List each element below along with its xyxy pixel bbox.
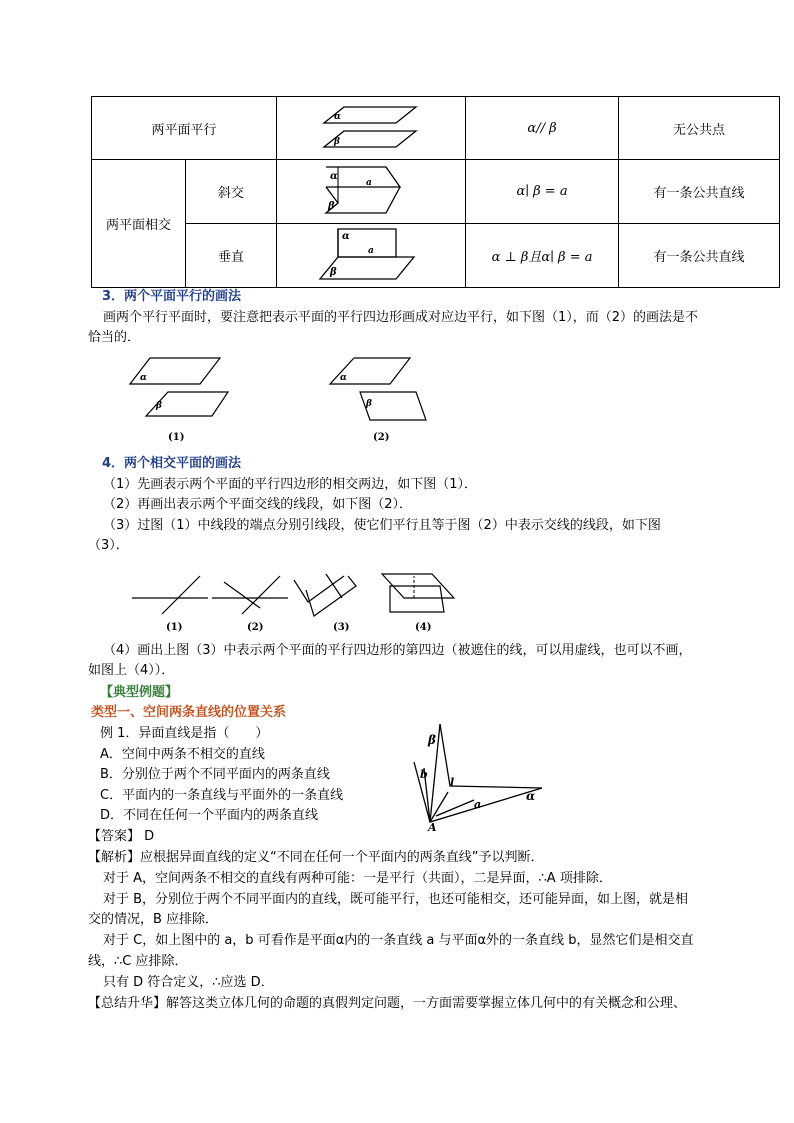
line-a-label: a — [366, 177, 372, 188]
line-b-label: b — [420, 768, 428, 781]
figure-caption: (1) — [166, 622, 183, 633]
analysis-a: 对于 A，空间两条不相交的直线有两种可能：一是平行（共面），二是异面，∴A 项排除． — [103, 871, 612, 886]
alpha-label: α — [330, 170, 338, 182]
figure-caption: (2) — [373, 432, 390, 443]
figure-caption: (2) — [247, 622, 264, 633]
alpha-label: α — [334, 112, 341, 122]
common-perpendicular: 有一条公共直线 — [619, 224, 780, 288]
alpha-label: α — [140, 373, 147, 383]
figure-caption: (1) — [168, 432, 185, 443]
figure-caption: (3) — [333, 622, 350, 633]
math-oblique: α∣ β = a — [466, 160, 619, 224]
section4-step1: （1）先画表示两个平面的平行四边形的相交两边，如下图（1）． — [103, 477, 478, 492]
figure-caption: (4) — [415, 622, 432, 633]
option-c: C．平面内的一条直线与平面外的一条直线 — [100, 788, 344, 803]
math-parallel: α// β — [466, 97, 619, 160]
math-perpendicular: α ⊥ β且α∣ β = a — [466, 224, 619, 288]
section4-step4-cont: 如图上（4））． — [88, 663, 175, 678]
table-row — [92, 160, 780, 224]
common-parallel: 无公共点 — [619, 97, 780, 160]
row-name-parallel: 两平面平行 — [92, 97, 277, 160]
option-a: A．空间中两条不相交的直线 — [100, 747, 265, 762]
analysis-d: 只有 D 符合定义，∴应选 D． — [103, 975, 274, 990]
section4-step2: （2）再画出表示两个平面交线的线段，如下图（2）． — [103, 497, 413, 512]
plane-relation-table — [91, 96, 780, 288]
perpendicular-planes-figure — [316, 225, 426, 283]
figure-cell-parallel — [277, 97, 466, 160]
table-row — [92, 97, 780, 160]
line-l-label: l — [450, 776, 455, 789]
examples-header: 【典型例题】 — [100, 685, 179, 700]
answer: 【答案】 D — [88, 829, 155, 844]
beta-label: β — [328, 200, 335, 212]
row-sub-oblique: 斜交 — [186, 160, 277, 224]
beta-label: β — [156, 401, 162, 411]
line-a-label: a — [474, 798, 482, 811]
row-group-intersect: 两平面相交 — [92, 160, 186, 288]
section4-step3-cont: （3）． — [88, 538, 129, 553]
option-d: D．不同在任何一个平面内的两条直线 — [100, 808, 319, 823]
common-oblique: 有一条公共直线 — [619, 160, 780, 224]
section3-para: 画两个平行平面时，要注意把表示平面的平行四边形画成对应边平行，如下图（1），而（2）的画法是不 — [103, 310, 699, 325]
intersect-drawing-figures — [128, 568, 478, 620]
option-b: B．分别位于两个不同平面内的两条直线 — [100, 767, 330, 782]
figure-cell-perpendicular — [277, 224, 466, 288]
beta-label: β — [366, 399, 372, 409]
analysis: 【解析】应根据异面直线的定义“不同在任何一个平面内的两条直线”予以判断． — [88, 850, 544, 865]
skew-lines-figure — [410, 720, 550, 832]
beta-label: β — [330, 266, 337, 278]
beta-label: β — [428, 733, 436, 747]
row-sub-perpendicular: 垂直 — [186, 224, 277, 288]
summary: 【总结升华】解答这类立体几何的命题的真假判定问题，一方面需要掌握立体几何中的有关概念和公理、 — [88, 996, 687, 1011]
analysis-b-cont: 交的情况，B 应排除． — [88, 912, 219, 927]
type1-title: 类型一、空间两条直线的位置关系 — [91, 705, 287, 720]
example1-question: 例 1．异面直线是指（ ） — [100, 726, 269, 741]
parallel-drawing-figures — [120, 352, 450, 432]
section3-title: 3．两个平面平行的画法 — [102, 289, 242, 304]
alpha-label: α — [342, 230, 350, 242]
alpha-label: α — [340, 373, 347, 383]
section4-step3: （3）过图（1）中线段的端点分别引线段，使它们平行且等于图（2）中表示交线的线段，如下图 — [103, 518, 661, 533]
analysis-c-cont: 线，∴C 应排除． — [88, 954, 188, 969]
figure-cell-oblique — [277, 160, 466, 224]
line-a-label: a — [368, 245, 374, 256]
table-row — [92, 224, 780, 288]
beta-label: β — [334, 137, 340, 147]
section4-title: 4．两个相交平面的画法 — [102, 456, 242, 471]
section3-para-cont: 恰当的． — [88, 330, 141, 345]
point-a-label: A — [428, 821, 437, 832]
alpha-label: α — [526, 789, 536, 803]
analysis-b: 对于 B，分别位于两个不同平面内的直线，既可能平行，也还可能相交，还可能异面，如上图，就是相 — [103, 892, 689, 907]
oblique-planes-figure — [316, 161, 426, 219]
analysis-c: 对于 C，如上图中的 a，b 可看作是平面α内的一条直线 a 与平面α外的一条直线 b，显然它们是相交直 — [103, 933, 694, 948]
parallel-planes-figure — [316, 97, 426, 155]
section4-step4: （4）画出上图（3）中表示两个平面的平行四边形的第四边（被遮住的线，可以用虚线，也可以不画， — [103, 643, 692, 658]
